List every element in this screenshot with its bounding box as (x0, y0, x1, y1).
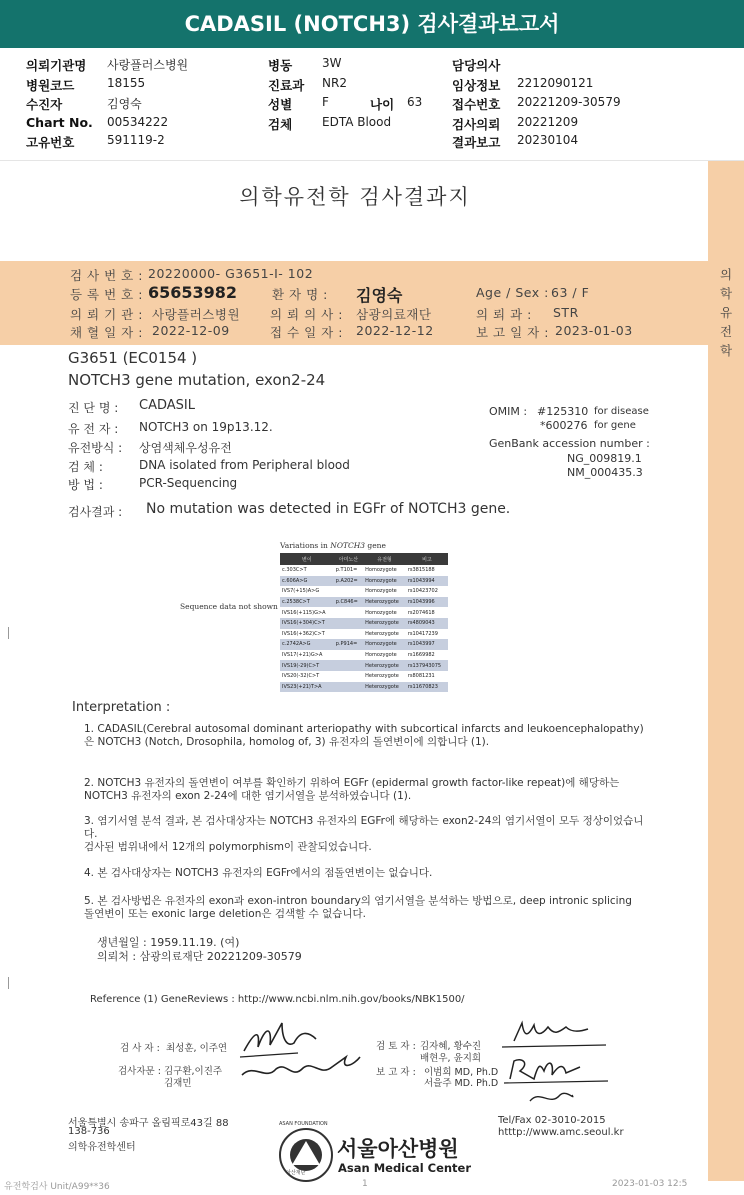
variant-genotype: Heterozygote (363, 597, 406, 608)
variant-row (280, 565, 448, 576)
variant-rsid: rs4809043 (406, 618, 448, 629)
variant-protein (334, 671, 363, 682)
report-date-label: 보 고 일 자 : (476, 325, 549, 340)
age-sex: 63 / F (551, 285, 590, 300)
specimen-label: 검 체 : (68, 460, 103, 474)
interp-3a: 3. 염기서열 분석 결과, 본 검사대상자는 NOTCH3 유전자의 EGFr에 해당하는 exon2-24의 염기서열이 모두 정상이었습니다. (84, 815, 644, 840)
variant-row (280, 618, 448, 629)
variant-genotype: Heterozygote (363, 682, 406, 693)
variant-cdna: IVS23(+21)T>A (280, 682, 334, 693)
variant-cdna: c.606A>G (280, 576, 334, 587)
label-institution: 의뢰기관명 (26, 58, 87, 73)
interp-2: 2. NOTCH3 유전자의 돌연변이 여부를 확인하기 위하여 EGFr (epidermal growth factor-like repeat)에 해당하는 NOTCH3 유전자의 exon 2-24에 대한 염기서열을 분석하였습니다 (1). (84, 777, 620, 802)
variant-row (280, 629, 448, 640)
doctor: 삼광의료재단 (356, 307, 432, 322)
exam-no-label: 검 사 번 호 : (70, 268, 143, 283)
label-request-date: 검사의뢰 (452, 117, 501, 132)
variant-row (280, 597, 448, 608)
test-code: G3651 (EC0154 ) (68, 349, 198, 367)
tester-names: 최성훈, 이주연 (166, 1043, 228, 1054)
variant-row (280, 607, 448, 618)
variant-protein (334, 682, 363, 693)
variant-cdna: c.2742A>G (280, 639, 334, 650)
variant-genotype: Homozygote (363, 650, 406, 661)
variant-cdna: IVS7(+15)A>G (280, 586, 334, 597)
result-text: No mutation was detected in EGFr of NOTCH3 gene. (146, 501, 511, 517)
variant-rsid: rs1043994 (406, 576, 448, 587)
variant-row (280, 660, 448, 671)
genbank-label: GenBank accession number : (489, 437, 650, 450)
gene: NOTCH3 on 19p13.12. (139, 420, 273, 434)
birth-date: 생년월일 : 1959.11.19. (여) (97, 936, 240, 949)
reporter-signature (500, 1049, 620, 1109)
diagnosis: CADASIL (139, 398, 195, 413)
variant-genotype: Homozygote (363, 639, 406, 650)
variant-rsid: rs1669982 (406, 650, 448, 661)
variant-protein: p.P914= (334, 639, 363, 650)
variant-genotype: Homozygote (363, 607, 406, 618)
side-label-vertical: 의 학 유 전 학 (719, 267, 733, 358)
reference: Reference (1) GeneReviews : http://www.ncbi.nlm.nih.gov/books/NBK1500/ (90, 994, 465, 1005)
address-line-3: 의학유전학센터 (68, 1142, 136, 1153)
omim-gene-desc: for gene (594, 420, 636, 431)
collect-date: 2022-12-09 (152, 323, 230, 338)
variant-genotype: Heterozygote (363, 671, 406, 682)
telfax: Tel/Fax 02-3010-2015 (498, 1115, 606, 1126)
variant-rsid: rs1043997 (406, 639, 448, 650)
value-unique-no: 591119-2 (107, 133, 165, 147)
col-aa: 아미노산 (334, 553, 363, 565)
diagnosis-label: 진 단 명 : (68, 401, 119, 415)
value-institution: 사랑플러스병원 (107, 58, 189, 72)
variant-protein: p.T101= (334, 565, 363, 576)
genbank-nm: NM_000435.3 (567, 466, 643, 479)
variant-genotype: Homozygote (363, 565, 406, 576)
value-clinical-info: 2212090121 (517, 76, 594, 90)
inherit: 상염색체우성유전 (139, 441, 232, 455)
label-department: 진료과 (268, 78, 305, 93)
age-sex-label: Age / Sex : (476, 285, 549, 300)
advisor-names: 김구환,이진주 김재민 (164, 1066, 223, 1089)
scan-mark (8, 627, 14, 639)
variant-rsid: rs8081231 (406, 671, 448, 682)
patient-name: 김영숙 (356, 286, 403, 305)
institution: 사랑플러스병원 (152, 307, 241, 322)
variant-rsid: rs3815188 (406, 565, 448, 576)
seal-text: ASAN FOUNDATION (279, 1121, 328, 1127)
variant-rsid: rs2074618 (406, 607, 448, 618)
variant-genotype: Heterozygote (363, 629, 406, 640)
variant-rsid: rs1043996 (406, 597, 448, 608)
variant-protein: p.C846= (334, 597, 363, 608)
reviewer-names-2: 배현우, 윤지희 (420, 1053, 482, 1064)
label-specimen: 검체 (268, 117, 293, 132)
variant-row (280, 671, 448, 682)
reviewer-label: 검 토 자 : (376, 1041, 416, 1052)
inherit-label: 유전방식 : (68, 441, 123, 455)
sequence-note: Sequence data not shown (180, 602, 278, 611)
variant-rsid: rs10423702 (406, 586, 448, 597)
label-clinical-info: 임상정보 (452, 78, 501, 93)
value-chart-no: 00534222 (107, 115, 169, 129)
value-sex: F (322, 95, 329, 109)
variant-protein (334, 660, 363, 671)
value-age: 63 (407, 95, 423, 109)
value-department: NR2 (322, 76, 347, 90)
variant-cdna: c.2538C>T (280, 597, 334, 608)
reg-no-label: 등 록 번 호 : (70, 287, 143, 302)
scan-mark (8, 977, 14, 989)
report-date: 2023-01-03 (555, 323, 633, 338)
variant-genotype: Homozygote (363, 576, 406, 587)
logo-korean: 서울아산병원 (337, 1137, 459, 1161)
reporter-label: 보 고 자 : (376, 1067, 416, 1078)
footer-left: 유전학검사 Unit/A99**36 (4, 1182, 110, 1192)
variant-rsid: rs137943075 (406, 660, 448, 671)
variant-genotype: Heterozygote (363, 618, 406, 629)
test-name: NOTCH3 gene mutation, exon2-24 (68, 371, 326, 389)
advisor-label: 검사자문 : (118, 1066, 161, 1077)
omim-disease-desc: for disease (594, 406, 649, 417)
omim-disease-id: #125310 (537, 405, 589, 418)
variant-genotype: Heterozygote (363, 660, 406, 671)
patient-info-table (0, 48, 744, 156)
col-note: 비고 (406, 553, 448, 565)
footer-right: 2023-01-03 12:5 (612, 1179, 688, 1189)
variant-protein (334, 629, 363, 640)
reviewer-names-1: 김자혜, 황수진 (420, 1041, 482, 1052)
patient-header-band (0, 261, 708, 345)
scanned-report (0, 160, 744, 1195)
genbank-ng: NG_009819.1 (567, 452, 642, 465)
reg-no: 65653982 (148, 283, 238, 302)
website: htttp://www.amc.seoul.kr (498, 1127, 624, 1138)
label-unique-no: 고유번호 (26, 135, 75, 150)
reporter-names-1: 이범희 MD, Ph.D (424, 1067, 499, 1078)
exam-no: 20220000- G3651-I- 102 (148, 266, 314, 281)
interp-1: 1. CADASIL(Cerebral autosomal dominant arteriopathy with subcortical infarcts and leukoencephalopathy)은 NOTCH3 (Notch, Drosophila, homolog of, 3) 유전자의 돌연변이에 의합니다 (1). (84, 723, 644, 748)
omim-label: OMIM : (489, 405, 528, 418)
address-line-1: 서울특별시 송파구 올림픽로43길 88 (68, 1118, 229, 1129)
institution-label: 의 뢰 기 관 : (70, 307, 143, 322)
label-patient: 수진자 (26, 97, 63, 112)
address-line-2: 138-736 (68, 1126, 110, 1137)
col-genotype: 유전형 (363, 553, 406, 565)
variant-protein (334, 650, 363, 661)
variant-table (280, 541, 448, 692)
variant-rsid: rs11670823 (406, 682, 448, 693)
variant-row (280, 639, 448, 650)
label-hospital-code: 병원코드 (26, 78, 75, 93)
interp-3b: 검사된 범위내에서 12개의 polymorphism이 관찰되었습니다. (84, 841, 372, 853)
value-receipt-no: 20221209-30579 (517, 95, 621, 109)
variant-cdna: c.303C>T (280, 565, 334, 576)
tester-label: 검 사 자 : (120, 1043, 160, 1054)
method: PCR-Sequencing (139, 476, 238, 490)
label-report-date: 결과보고 (452, 135, 501, 150)
seal-inner-text: 아산재단 (286, 1170, 306, 1176)
value-patient: 김영숙 (107, 97, 142, 111)
label-receipt-no: 접수번호 (452, 97, 501, 112)
value-request-date: 20221209 (517, 115, 579, 129)
result-label: 검사결과 : (68, 505, 123, 519)
variant-genotype: Homozygote (363, 586, 406, 597)
receive-date: 2022-12-12 (356, 323, 434, 338)
variant-cdna: IVS20(-32)C>T (280, 671, 334, 682)
footer-page: 1 (362, 1179, 368, 1189)
variant-protein (334, 618, 363, 629)
gene-label: 유 전 자 : (68, 422, 119, 436)
variant-table-caption: Variations in NOTCH3 gene (280, 541, 386, 550)
report-title: 의학유전학 검사결과지 (239, 185, 471, 209)
variant-cdna: IVS16(+304)C>T (280, 618, 334, 629)
variant-rsid: rs10417239 (406, 629, 448, 640)
label-attending: 담당의사 (452, 58, 501, 73)
interp-5: 5. 본 검사방법은 유전자의 exon과 exon-intron boundary의 염기서열을 분석하는 방법으로, deep intronic splicing 돌연변이 또는 exonic large deletion은 검색할 수 없습니다. (84, 895, 632, 920)
variant-protein: p.A202= (334, 576, 363, 587)
omim-gene-id: *600276 (540, 419, 588, 432)
variant-cdna: IVS19(-29)C>T (280, 660, 334, 671)
label-sex: 성별 (268, 97, 293, 112)
variant-cdna: IVS16(+115)G>A (280, 607, 334, 618)
ward-label: 의 뢰 과 : (476, 307, 532, 322)
col-variant: 변이 (280, 553, 334, 565)
variant-protein (334, 586, 363, 597)
specimen: DNA isolated from Peripheral blood (139, 458, 350, 472)
variant-cdna: IVS17(+21)G>A (280, 650, 334, 661)
value-hospital-code: 18155 (107, 76, 146, 90)
method-label: 방 법 : (68, 478, 103, 492)
value-ward: 3W (322, 56, 342, 70)
receive-date-label: 접 수 일 자 : (270, 325, 343, 340)
label-age: 나이 (370, 97, 395, 112)
value-report-date: 20230104 (517, 133, 579, 147)
reporter-names-2: 서을주 MD. Ph.D (424, 1078, 499, 1089)
variant-row (280, 682, 448, 693)
interp-4: 4. 본 검사대상자는 NOTCH3 유전자의 EGFr에서의 점돌연변이는 없습니다. (84, 867, 433, 879)
referrer: 의뢰처 : 삼광의료재단 20221209-30579 (97, 950, 302, 963)
label-ward: 병동 (268, 58, 293, 73)
variant-row (280, 650, 448, 661)
ward: STR (553, 305, 579, 320)
logo-english: Asan Medical Center (338, 1161, 472, 1175)
report-header-title: CADASIL (NOTCH3) 검사결과보고서 (0, 0, 744, 48)
doctor-label: 의 뢰 의 사 : (270, 307, 343, 322)
variant-row (280, 586, 448, 597)
variant-cdna: IVS16(+362)C>T (280, 629, 334, 640)
value-specimen: EDTA Blood (322, 115, 392, 129)
tester-signature (236, 1017, 366, 1087)
patient-label: 환 자 명 : (272, 287, 328, 302)
interpretation-label: Interpretation : (72, 700, 171, 715)
label-chart-no: Chart No. (26, 115, 93, 130)
collect-date-label: 채 혈 일 자 : (70, 325, 143, 340)
variant-protein (334, 607, 363, 618)
variant-row (280, 576, 448, 587)
